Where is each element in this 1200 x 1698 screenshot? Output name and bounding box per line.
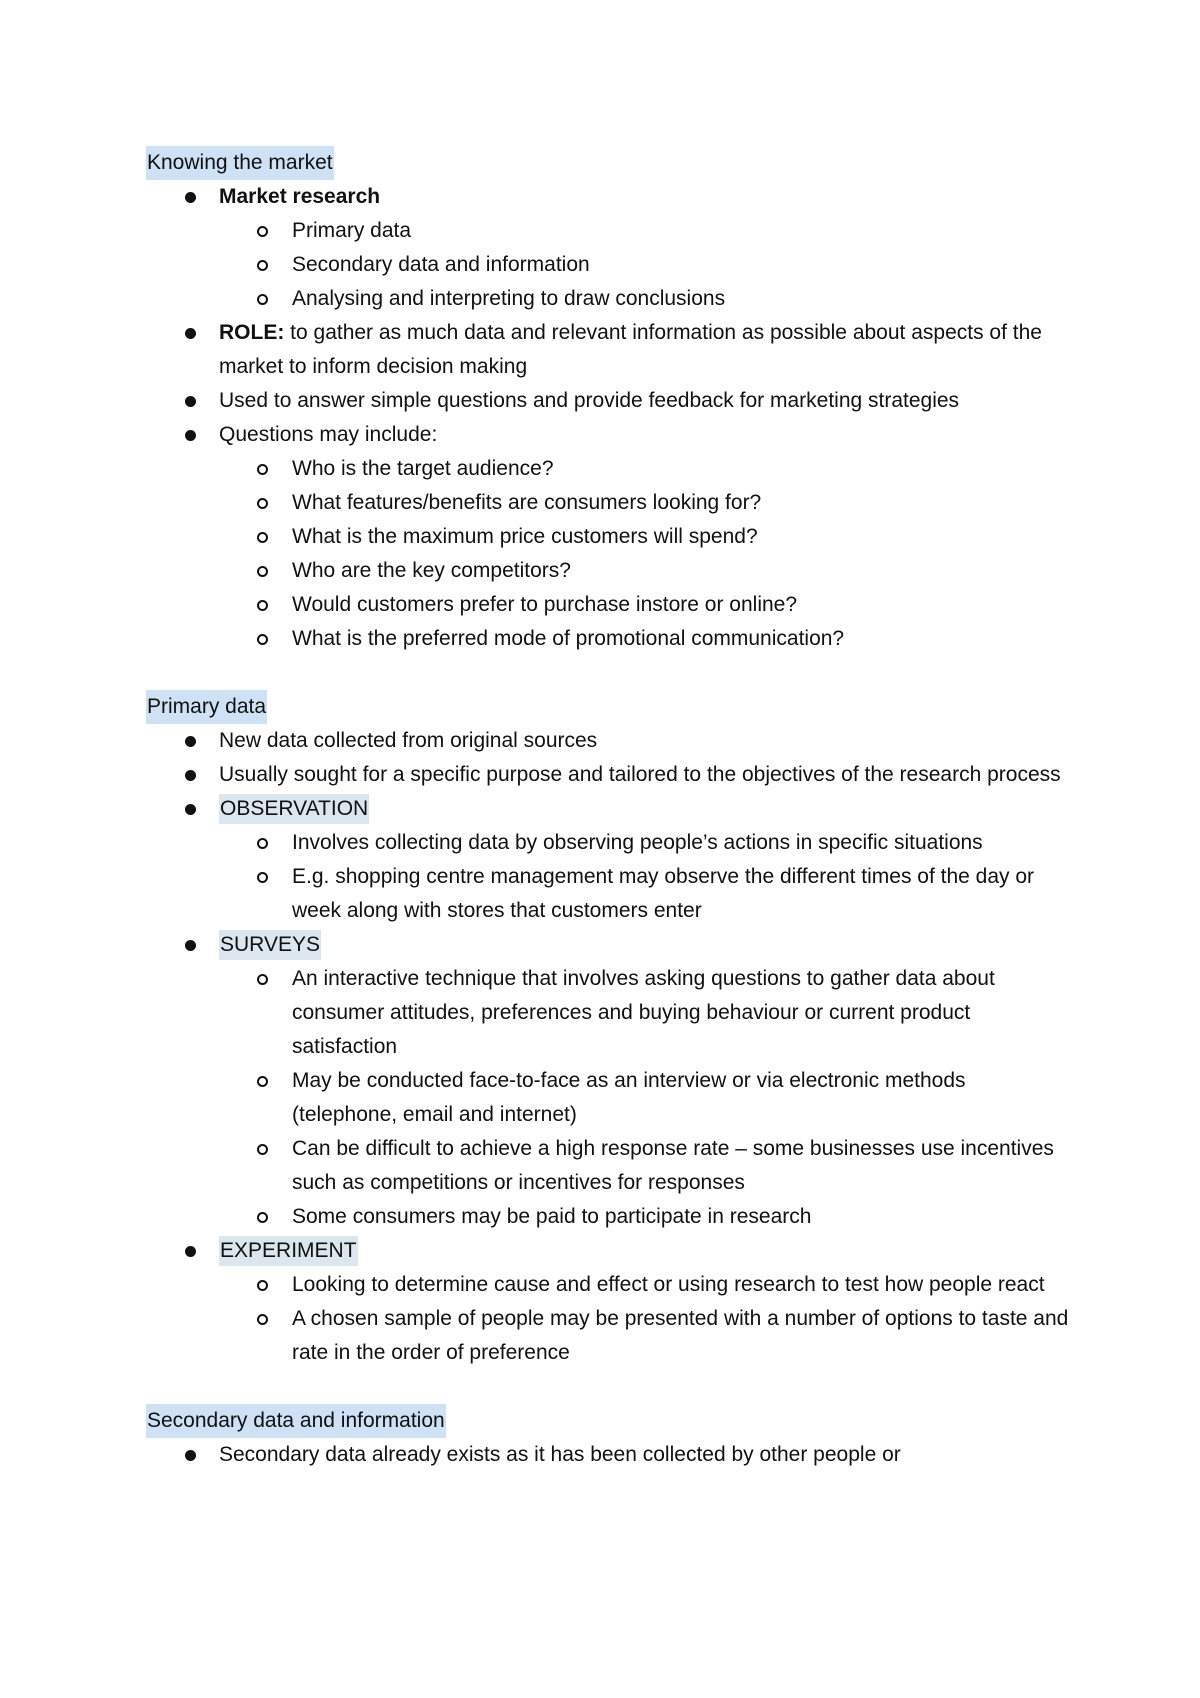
section-heading: Primary data [146,690,267,724]
list-item [146,792,1076,826]
sub-list-item [146,588,1076,622]
list-item-text: Analysing and interpreting to draw conclusions [292,287,726,310]
list-item-text: Primary data [292,219,412,242]
list-item-text: May be conducted face-to-face as an interview or via electronic methods (telephone, email and internet) [292,1069,966,1126]
list-item-text: to gather as much data and relevant information as possible about aspects of the market to inform decision making [219,321,1042,378]
hollow-bullet-icon [257,872,268,883]
sub-list-item [146,1302,1076,1370]
sub-list-item [146,486,1076,520]
list-item-text: Who is the target audience? [292,457,554,480]
sub-list-item [146,214,1076,248]
section-heading: Secondary data and information [146,1404,446,1438]
hollow-bullet-icon [257,1076,268,1087]
sub-list-item [146,1268,1076,1302]
hollow-bullet-icon [257,634,268,645]
sub-list-item [146,520,1076,554]
list-item-text: Secondary data and information [292,253,590,276]
sub-list-item [146,826,1076,860]
hollow-bullet-icon [257,974,268,985]
list-item-text: A chosen sample of people may be presented with a number of options to taste and rate in the order of preference [292,1307,1069,1364]
keyword-surveys: SURVEYS [219,930,321,960]
bullet-icon [185,940,196,951]
sub-list-item [146,1132,1076,1200]
list-item-text: Secondary data already exists as it has been collected by other people or [219,1443,901,1466]
bullet-list [146,724,1076,1370]
section-secondary-data [146,1404,1076,1472]
sub-list-item [146,452,1076,486]
hollow-bullet-icon [257,294,268,305]
section-knowing-the-market [146,146,1076,656]
bullet-icon [185,1246,196,1257]
hollow-bullet-icon [257,838,268,849]
role-label: ROLE: [219,321,285,344]
list-item-text: An interactive technique that involves asking questions to gather data about consumer attitudes, preferences and buying behaviour or current product satisfaction [292,967,995,1058]
sub-list-item [146,1200,1076,1234]
bullet-icon [185,396,196,407]
list-item-text: Looking to determine cause and effect or using research to test how people react [292,1273,1045,1296]
hollow-bullet-icon [257,1280,268,1291]
hollow-bullet-icon [257,260,268,271]
list-item-text: Market research [219,185,381,208]
hollow-bullet-icon [257,566,268,577]
hollow-bullet-icon [257,600,268,611]
list-item [146,180,1076,214]
list-item-text: What features/benefits are consumers looking for? [292,491,762,514]
bullet-icon [185,804,196,815]
hollow-bullet-icon [257,1314,268,1325]
list-item-text: What is the preferred mode of promotional communication? [292,627,845,650]
list-item-text: Used to answer simple questions and provide feedback for marketing strategies [219,389,960,412]
list-item-text: Some consumers may be paid to participate in research [292,1205,812,1228]
hollow-bullet-icon [257,1212,268,1223]
bullet-icon [185,430,196,441]
list-item-text: What is the maximum price customers will spend? [292,525,758,548]
list-item [146,928,1076,962]
list-item [146,724,1076,758]
section-heading: Knowing the market [146,146,334,180]
list-item [146,758,1076,792]
list-item-text: Would customers prefer to purchase instore or online? [292,593,798,616]
list-item [146,384,1076,418]
sub-list-item [146,1064,1076,1132]
bullet-icon [185,1450,196,1461]
list-item-text: E.g. shopping centre management may observe the different times of the day or week along with stores that customers enter [292,865,1035,922]
bullet-icon [185,192,196,203]
sub-list-item [146,554,1076,588]
section-primary-data [146,690,1076,1370]
list-item [146,1234,1076,1268]
sub-list-item [146,962,1076,1064]
list-item-text: Usually sought for a specific purpose and tailored to the objectives of the research process [219,763,1061,786]
bullet-icon [185,770,196,781]
list-item-text: Who are the key competitors? [292,559,571,582]
bullet-list [146,180,1076,656]
sub-list-item [146,860,1076,928]
list-item [146,418,1076,452]
hollow-bullet-icon [257,498,268,509]
list-item-text: Can be difficult to achieve a high response rate – some businesses use incentives such as competitions or incentives for responses [292,1137,1054,1194]
list-item [146,1438,1076,1472]
list-item-text: New data collected from original sources [219,729,598,752]
sub-list-item [146,282,1076,316]
sub-list-item [146,248,1076,282]
keyword-observation: OBSERVATION [219,794,369,824]
list-item-text: Questions may include: [219,423,438,446]
hollow-bullet-icon [257,464,268,475]
bullet-icon [185,328,196,339]
document-page [146,146,1076,1506]
keyword-experiment: EXPERIMENT [219,1236,358,1266]
list-item-text: Involves collecting data by observing people’s actions in specific situations [292,831,983,854]
hollow-bullet-icon [257,532,268,543]
hollow-bullet-icon [257,1144,268,1155]
list-item [146,316,1076,384]
sub-list-item [146,622,1076,656]
hollow-bullet-icon [257,226,268,237]
bullet-list [146,1438,1076,1472]
bullet-icon [185,736,196,747]
